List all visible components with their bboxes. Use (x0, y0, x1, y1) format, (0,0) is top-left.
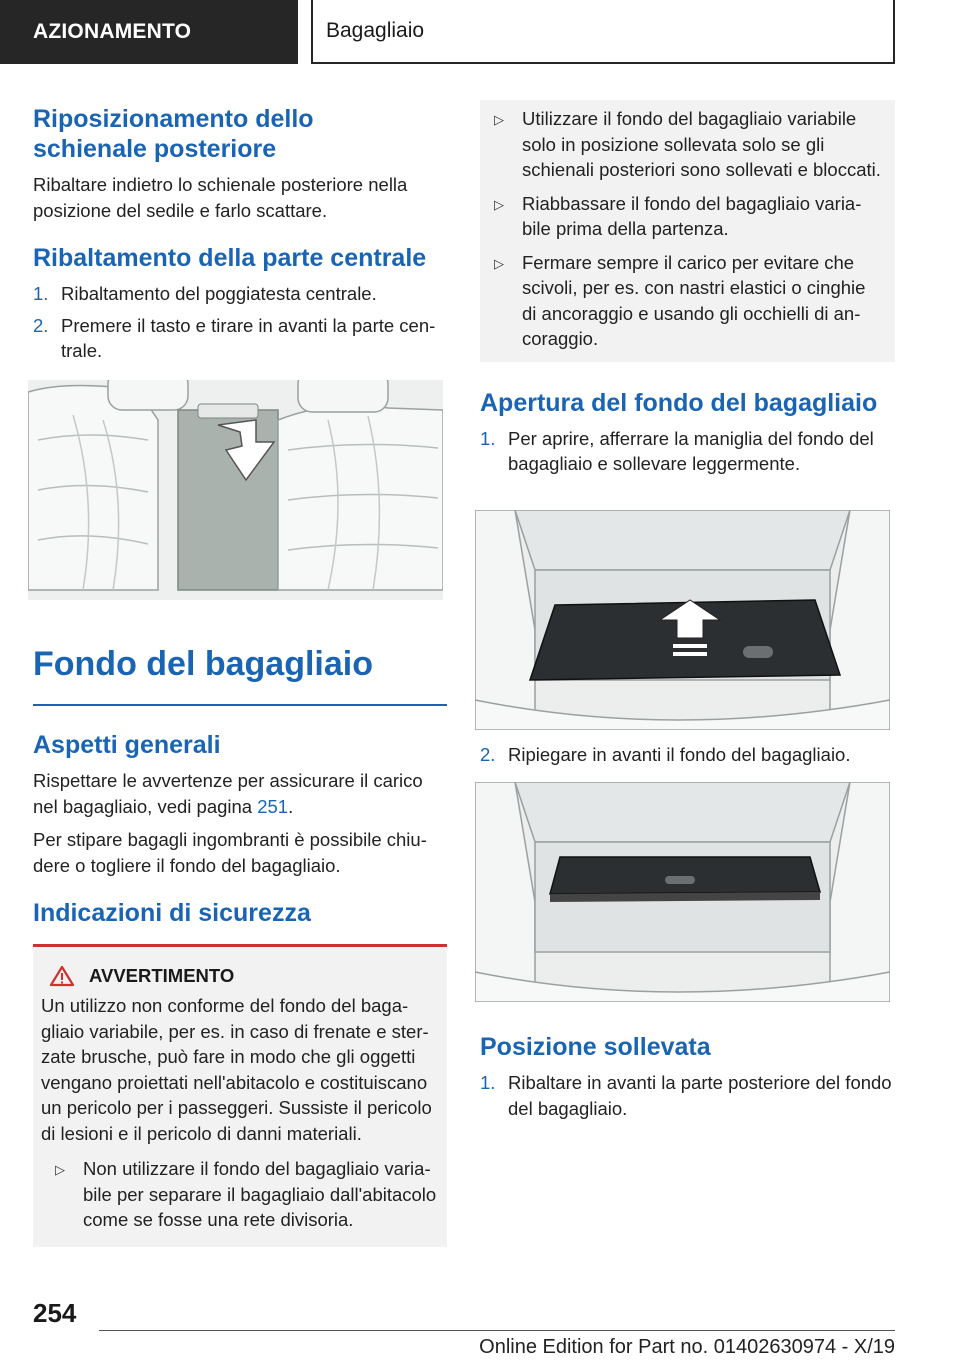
paragraph-riposizionamento: Ribaltare indietro lo schienale posteriore nella posizione del sedile e farlo scattare. (33, 174, 408, 221)
step-apertura-2 (480, 742, 895, 768)
paragraph-aspetti-2: Per stipare bagagli ingombranti è possibile chiudere o togliere il fondo del bagagliaio. (33, 829, 427, 876)
warning-triangle-icon (49, 965, 75, 987)
step-text: Ripiegare in avanti il fondo del bagagliaio. (508, 744, 851, 765)
trunk-folded-illustration (475, 782, 890, 1002)
bullet-item (494, 106, 883, 183)
step-text: Premere il tasto e tirare in avanti la parte centrale. (61, 314, 436, 361)
bullet-item (494, 191, 883, 242)
step-number: 1. (480, 427, 496, 449)
step-item (480, 426, 895, 477)
bullet-text: Riabbassare il fondo del bagagliaio variabile prima della partenza. (522, 192, 862, 239)
left-column (33, 104, 447, 364)
step-item (480, 1070, 895, 1121)
heading-apertura: Apertura del fondo del bagagliaio (480, 388, 878, 417)
step-number: 2. (33, 314, 49, 336)
step-text: Per aprire, afferrare la maniglia del fondo del bagagliaio e sollevare leggermente. (508, 427, 874, 474)
bullet-text: Fermare sempre il carico per evitare che scivoli, per es. con nastri elastici o cinghie di ancoraggio e usando gli occhielli di ancoraggio. (522, 251, 866, 349)
step-number: 1. (480, 1072, 496, 1093)
warning-bullet-text: Non utilizzare il fondo del bagagliaio variabile per separare il bagagliaio dall'abitacolo come se fosse una rete divisoria. (83, 1158, 437, 1230)
step-text: Ribaltare in avanti la parte posteriore del fondo del bagagliaio. (508, 1072, 892, 1119)
section-fondo (33, 644, 447, 1247)
paragraph-aspetti-period: . (288, 795, 294, 817)
heading-riposizionamento: Riposizionamento dello schienale posteriore (33, 105, 314, 163)
footer-edition: Online Edition for Part no. 01402630974 - X/19 (479, 1336, 895, 1358)
step-number: 2. (480, 744, 496, 765)
step-item (33, 313, 447, 364)
warning-text: Un utilizzo non conforme del fondo del bagagliaio variabile, per es. in caso di frenate e sterzate brusche, può fare in modo che gli oggetti vengano proiettati nell'abitacolo e costituiscano un pericolo per i passeggeri. Sussiste il pericolo di lesioni e il pericolo di danni materiali. (41, 995, 432, 1144)
bullet-text: Utilizzare il fondo del bagagliaio variabile solo in posizione sollevata solo se gli schienali posteriori sono sollevati e bloccati. (522, 108, 881, 180)
footer-rule (99, 1330, 895, 1331)
heading-sicurezza: Indicazioni di sicurezza (33, 899, 311, 927)
figure-trunk-open (475, 510, 890, 730)
warning-box (33, 947, 447, 1247)
trunk-open-illustration (475, 510, 890, 730)
heading-ribaltamento: Ribaltamento della parte centrale (33, 244, 427, 272)
triangle-right-icon: ▷ (494, 112, 504, 127)
page-number: 254 (33, 1298, 77, 1328)
bullet-item (494, 250, 883, 352)
step-item (480, 742, 895, 768)
warning-title (41, 965, 437, 987)
header-chapter-label: Bagagliaio (326, 19, 425, 42)
heading-sollevata: Posizione sollevata (480, 1033, 711, 1061)
bullet-box (480, 100, 895, 362)
triangle-right-icon: ▷ (494, 255, 504, 271)
figure-trunk-folded (475, 782, 890, 1002)
triangle-right-icon: ▷ (55, 1162, 65, 1177)
figure-rear-seat (28, 380, 443, 600)
warning-bullet (41, 1156, 437, 1233)
triangle-right-icon: ▷ (494, 196, 504, 212)
paragraph-aspetti-text: Rispettare le avvertenze per assicurare il carico nel bagagliaio, vedi pagina (33, 770, 423, 817)
heading-fondo: Fondo del bagagliaio (33, 645, 373, 683)
rear-seat-illustration (28, 380, 443, 600)
header-section (0, 0, 298, 64)
heading-rule (33, 704, 447, 706)
page-reference-link[interactable]: 251 (257, 795, 289, 817)
header-section-label: AZIONAMENTO (33, 20, 192, 43)
heading-aspetti: Aspetti generali (33, 731, 221, 759)
warning-title-text: AVVERTIMENTO (89, 965, 235, 986)
right-column (480, 100, 895, 477)
paragraph-aspetti-1 (33, 768, 447, 819)
header-chapter (311, 0, 895, 64)
steps-ribaltamento (33, 281, 447, 364)
step-item (33, 281, 447, 307)
step-text: Ribaltamento del poggiatesta centrale. (61, 283, 377, 304)
step-number: 1. (33, 283, 49, 304)
section-sollevata (480, 1032, 895, 1121)
